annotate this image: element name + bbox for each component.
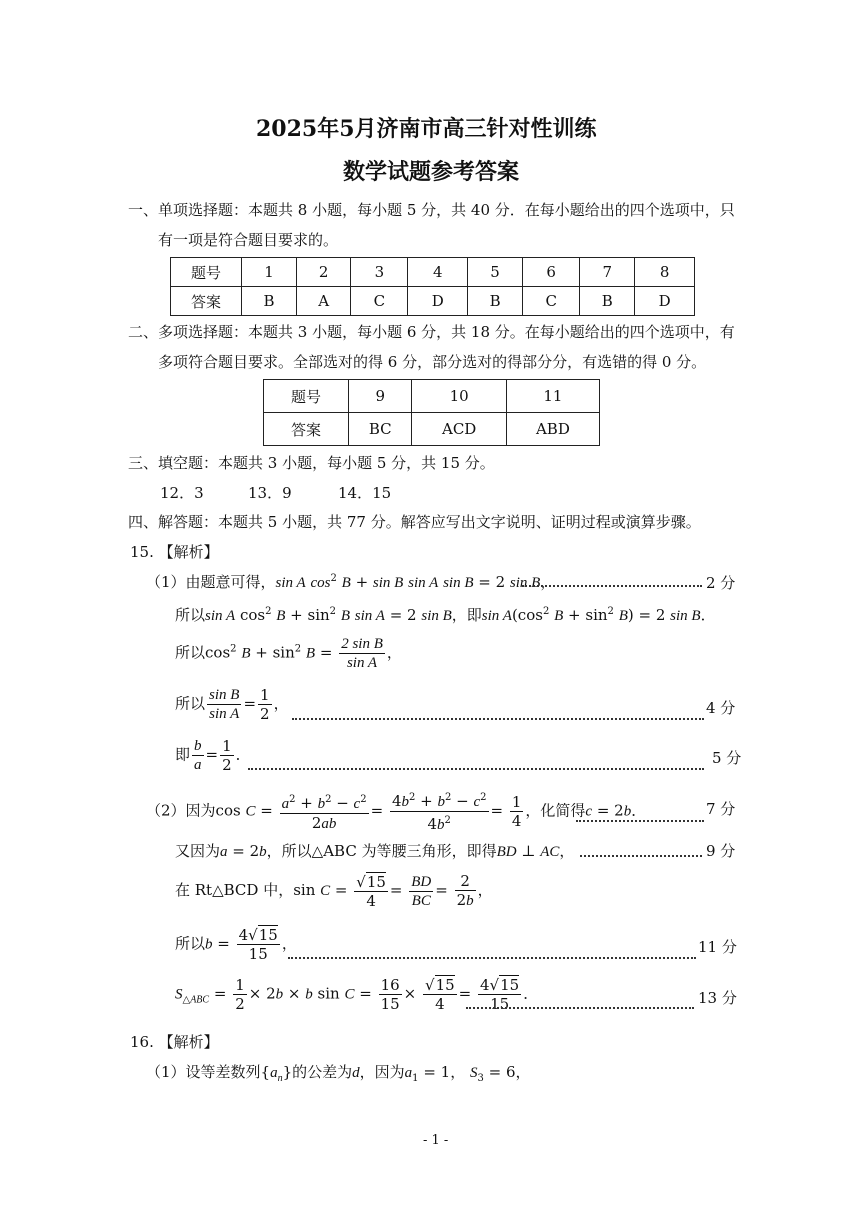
score-leader [522, 585, 702, 587]
score-leader [576, 820, 704, 822]
q15-step1-line4: 所以 $\frac{\text{sin B}}{\text{sin A}}$ = $\frac{1}{2}$ ， [175, 686, 289, 723]
label: 所以 [175, 643, 206, 662]
section4-intro: 四、解答题：本题共 5 小题，共 77 分。解答应写出文字说明、证明过程或演算步骤。 [128, 513, 701, 531]
answer-cell: BC [349, 413, 412, 446]
answer-cell: D [408, 287, 468, 316]
q16-header: 16. 【解析】 [130, 1033, 219, 1051]
row-label: 答案 [264, 413, 349, 446]
row-label: 题号 [264, 380, 349, 413]
question-number: 2 [297, 258, 351, 287]
answer-cell: C [523, 287, 580, 316]
answer-cell: B [580, 287, 635, 316]
row-label: 题号 [171, 258, 242, 287]
q15-step2-line4: 所以b = $\frac{4√15}{15}$ ， [175, 926, 297, 963]
section1-answer-table [170, 257, 695, 316]
fill-answer-13: 13．9 [248, 484, 292, 502]
q15-step1-line1: （1）由题意可得，sin A $\cos^2 B + \sin B$ sin A sin B = 2 sin B， [146, 573, 556, 591]
q15-step2-line3: 在 Rt△BCD 中，sin C = $\frac{√15}{4}$ = $\frac{BD}{BC}$ = $\frac{2}{2b}$ ， [175, 872, 493, 910]
label: 所以 [175, 934, 206, 953]
section1-intro: 一、单项选择题：本题共 8 小题，每小题 5 分，共 40 分．在每小题给出的四个选项中，只 [128, 201, 735, 219]
answer-cell: ACD [412, 413, 506, 446]
label: 即 [175, 745, 191, 764]
section3-intro: 三、填空题：本题共 3 小题，每小题 5 分，共 15 分。 [128, 454, 495, 472]
score-leader [292, 718, 704, 720]
question-number: 10 [412, 380, 506, 413]
score-11: 11 分 [698, 938, 737, 956]
question-number: 5 [468, 258, 523, 287]
answer-cell: ABD [506, 413, 599, 446]
q15-step2-line5: $S_{\triangle ABC}$ = $\frac{1}{2}$ × 2b × b sin C = $\frac{16}{15}$ × $\frac{√15}{4}$ = $\frac{4√15}{15}$ ． [175, 976, 539, 1013]
answer-cell: C [351, 287, 408, 316]
score-2: 2 分 [706, 574, 736, 592]
page-number: - 1 - [423, 1133, 449, 1148]
q15-header: 15. 【解析】 [130, 543, 219, 561]
label: （2）因为 [146, 801, 216, 820]
label: 所以 [175, 606, 206, 624]
label: ，即 [451, 606, 482, 624]
score-leader [466, 1007, 694, 1009]
answer-cell: D [635, 287, 695, 316]
table-row [171, 287, 695, 316]
question-number: 11 [506, 380, 599, 413]
punct: ， [450, 1063, 466, 1081]
q15-step1-line3: 所以$\cos^2 B + \sin^2 B$ = $\frac{\text{2 sin B}}{\text{sin A}}$ ， [175, 636, 402, 671]
label: 所以 [175, 694, 206, 713]
answer-cell: A [297, 287, 351, 316]
answer-cell: B [242, 287, 297, 316]
score-9: 9 分 [706, 842, 736, 860]
row-label: 答案 [171, 287, 242, 316]
table-row [264, 380, 600, 413]
q15-step1-line2: 所以sin A $\cos^2 B + \sin^2 B$ sin A = 2 sin B，即$\sin A(\cos^2$ $B + \sin^2 B) = 2$ sin B． [175, 606, 716, 624]
label: （1）由题意可得， [146, 573, 276, 591]
fill-answer-14: 14．15 [338, 484, 392, 502]
section2-intro: 二、多项选择题：本题共 3 小题，每小题 6 分，共 18 分。在每小题给出的四个选项中，有 [128, 323, 735, 341]
label: ，因为 [359, 1063, 405, 1081]
score-13: 13 分 [698, 989, 737, 1007]
q15-step2-line2: 又因为a = 2b，所以△ABC 为等腰三角形，即得BD ⊥ AC， [175, 842, 575, 860]
score-leader [580, 855, 702, 857]
label: 的公差为 [292, 1063, 353, 1081]
question-number: 6 [523, 258, 580, 287]
score-leader [288, 957, 696, 959]
q15-step1-line5: 即 $\frac{b}{a}$ = $\frac{1}{2}$ ． [175, 737, 251, 774]
question-number: 8 [635, 258, 695, 287]
label: ，所以△ABC 为等腰三角形，即得 [266, 842, 497, 860]
section1-intro-2: 有一项是符合题目要求的。 [158, 231, 339, 249]
page-title: 2025年5月济南市高三针对性训练 [256, 116, 597, 142]
label: ，化简得 [525, 801, 586, 820]
q16-step1-line1: （1）设等差数列$\{a_n\}$的公差为d，因为$a_1 = 1$， $S_3 = 6$， [146, 1063, 531, 1084]
section2-answer-table [263, 379, 600, 446]
label: （1）设等差数列 [146, 1063, 261, 1081]
question-number: 7 [580, 258, 635, 287]
answer-cell: B [468, 287, 523, 316]
table-row [264, 413, 600, 446]
label: 又因为 [175, 842, 221, 860]
fill-answer-12: 12．3 [160, 484, 204, 502]
question-number: 9 [349, 380, 412, 413]
punct: ， [515, 1063, 531, 1081]
score-leader [248, 768, 704, 770]
table-row [171, 258, 695, 287]
score-4: 4 分 [706, 699, 736, 717]
question-number: 4 [408, 258, 468, 287]
score-5: 5 分 [712, 749, 742, 767]
section2-intro-2: 多项符合题目要求。全部选对的得 6 分，部分选对的得部分分，有选错的得 0 分。 [158, 353, 707, 371]
score-7: 7 分 [706, 800, 736, 818]
punct: ， [540, 573, 556, 591]
page-subtitle: 数学试题参考答案 [343, 159, 520, 185]
q15-step2-line1: （2）因为cos C = $\frac{a^2 + b^2 - c^2}{2ab}$ = $\frac{4b^2 + b^2 - c^2}{4b^2}$ = $\frac{1}{4}$ ，化简得c = 2b． [146, 789, 646, 834]
label: 在 Rt△BCD 中， [175, 881, 294, 899]
question-number: 3 [351, 258, 408, 287]
question-number: 1 [242, 258, 297, 287]
